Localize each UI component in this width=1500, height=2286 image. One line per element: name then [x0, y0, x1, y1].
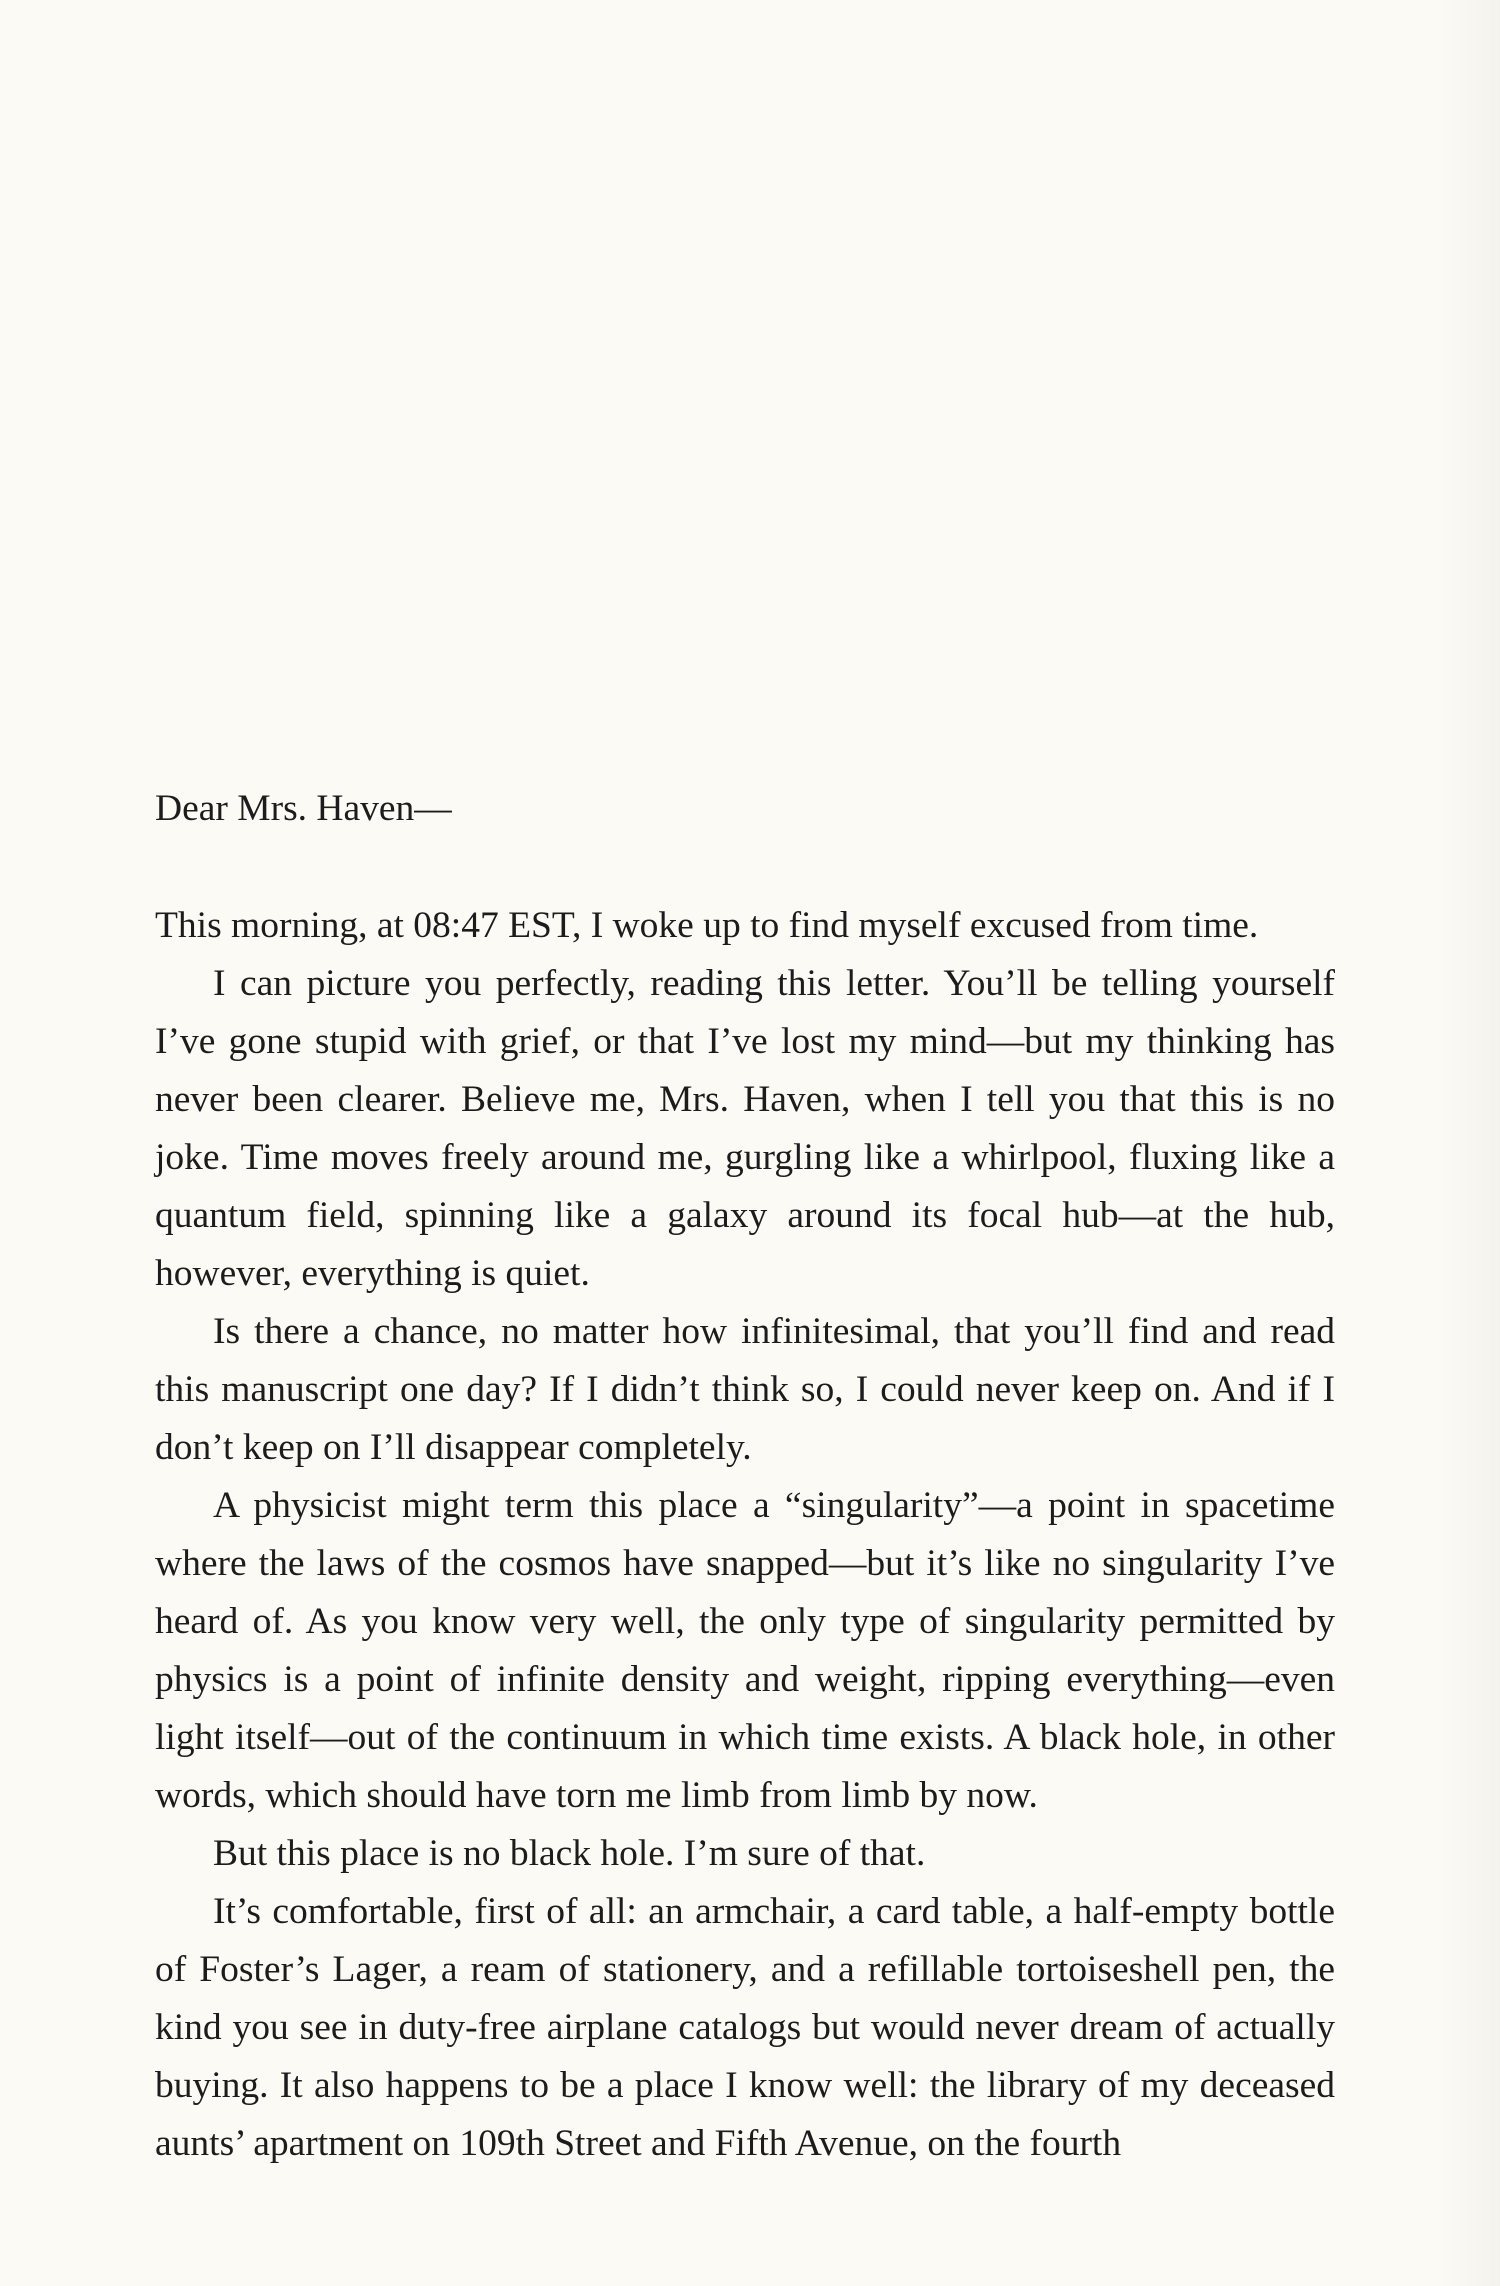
paragraph-4: A physicist might term this place a “singularity”—a point in spacetime where the laws of the cosmos have snapped—but it’s like no singularity I’ve heard of. As you know very well, the only type of singularity permitted by physics is a point of infinite density and weight, ripping everything—even light itself—out of the continuum in which time exists. A black hole, in other words, which should have torn me limb from limb by now. — [155, 1485, 1335, 1816]
paragraph-1: This morning, at 08:47 EST, I woke up to find myself excused from time. — [155, 905, 1259, 946]
salutation: Dear Mrs. Haven— — [155, 788, 452, 829]
letter-body — [155, 780, 1335, 2173]
paragraph-6: It’s comfortable, first of all: an armchair, a card table, a half-empty bottle of Foster’s Lager, a ream of stationery, and a refillable tortoiseshell pen, the kind you see in duty-free airplane catalogs but would never dream of actually buying. It also happens to be a place I know well: the library of my deceased aunts’ apartment on 109th Street and Fifth Avenue, on the fourth — [155, 1891, 1335, 2164]
paragraph-5: But this place is no black hole. I’m sure of that. — [213, 1833, 926, 1874]
paragraph-3: Is there a chance, no matter how infinitesimal, that you’ll find and read this manuscript one day? If I didn’t think so, I could never keep on. And if I don’t keep on I’ll disappear completely. — [155, 1311, 1335, 1468]
paragraph-2: I can picture you perfectly, reading this letter. You’ll be telling yourself I’ve gone stupid with grief, or that I’ve lost my mind—but my thinking has never been clearer. Believe me, Mrs. Haven, when I tell you that this is no joke. Time moves freely around me, gurgling like a whirlpool, fluxing like a quantum field, spinning like a galaxy around its focal hub—at the hub, however, everything is quiet. — [155, 963, 1335, 1294]
page-edge-shadow — [1440, 0, 1500, 2286]
